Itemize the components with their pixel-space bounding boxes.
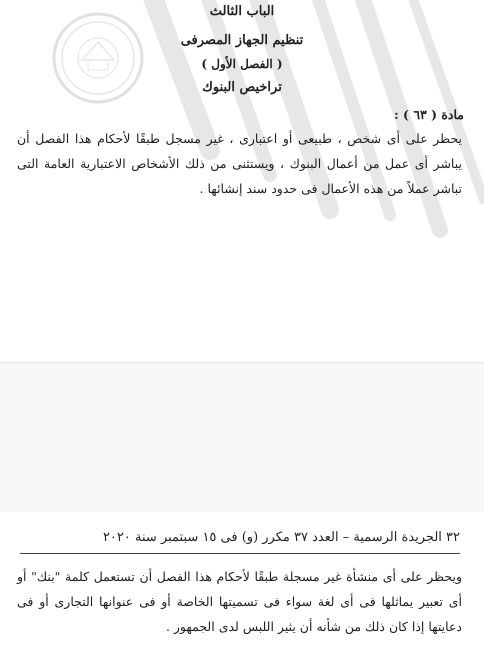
running-header: ٣٢ الجريدة الرسمية – العدد ٣٧ مكرر (و) فى ١٥ سبتمبر سنة ٢٠٢٠ — [20, 530, 460, 554]
article-paragraph: يحظر على أى شخص ، طبيعى أو اعتبارى ، غير مسجل طبقًا لأحكام هذا الفصل أن يباشر أى عمل من أعمال البنوك ، ويستثنى من ذلك الأشخاص الاعتبارية العامة التى تباشر عملاً من هذه الأعمال فى حدود سند إنشائها . — [17, 131, 462, 196]
document-page-bottom — [0, 512, 484, 653]
article-label: مادة ( ٦٣ ) : — [394, 107, 464, 122]
title-heading: تنظيم الجهاز المصرفى — [180, 33, 304, 48]
chapter-heading: ( الفصل الأول ) — [201, 57, 283, 71]
page-separator — [0, 362, 484, 513]
continuation-paragraph: ويحظر على أى منشأة غير مسجلة طبقًا لأحكام هذا الفصل أن تستعمل كلمة "بنك" أو أى تعبير يماثلها فى أى لغة سواء فى تسميتها الخاصة أو فى عنوانها التجارى أو فى دعايتها إذا كان ذلك من شأنه أن يثير اللبس لدى الجمهور . — [17, 569, 462, 634]
section-heading: تراخيص البنوك — [202, 80, 282, 95]
part-heading: الباب الثالث — [209, 4, 275, 19]
